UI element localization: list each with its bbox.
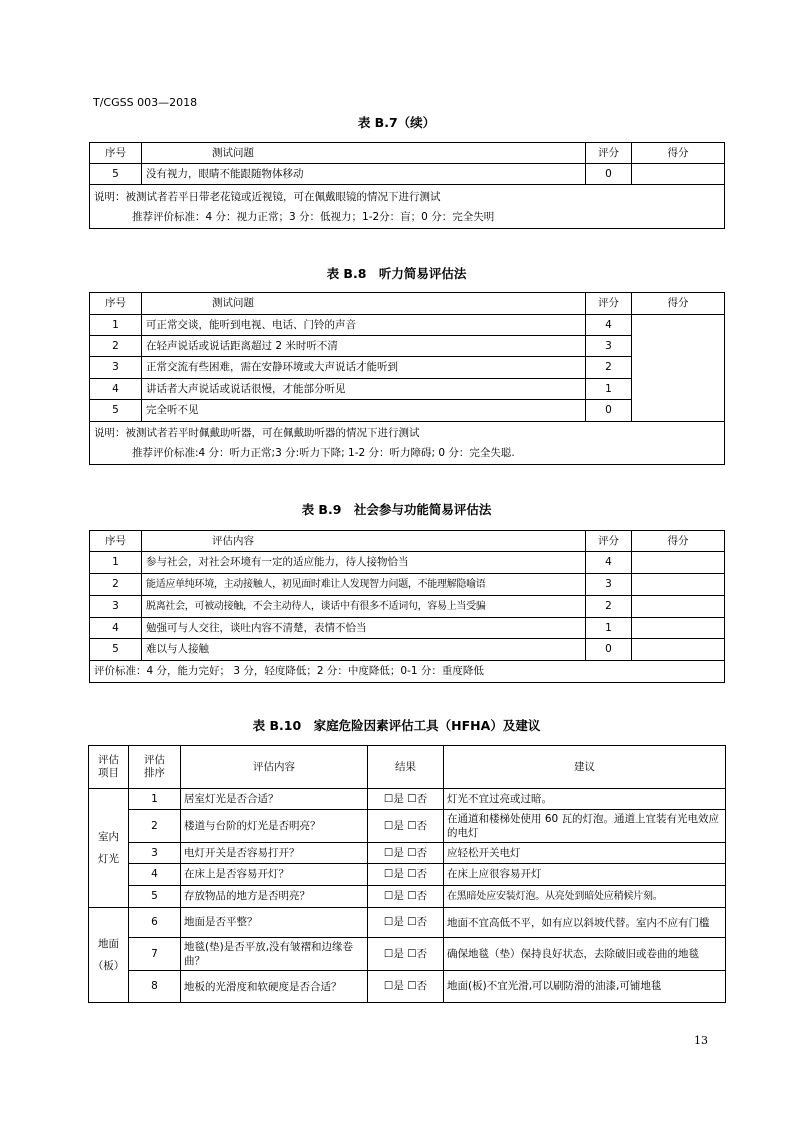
row-no: 5: [90, 164, 142, 185]
row-content: 居室灯光是否合适？: [181, 789, 368, 810]
table-row: [90, 574, 725, 596]
col-header-no: 序号: [90, 531, 142, 552]
row-rating: 3: [586, 336, 632, 357]
table-row: [89, 886, 726, 908]
table-note-line2: 推荐评价标准:4 分：听力正常;3 分:听力下降; 1-2 分：听力障碍; 0 分：完全失聪.: [132, 447, 515, 459]
row-rating: 0: [586, 400, 632, 422]
table-row: [89, 864, 726, 886]
table-row: [90, 400, 725, 422]
row-text: 参与社会，对社会环境有一定的适应能力，待人接物恰当: [142, 552, 586, 574]
table-row: [89, 908, 726, 938]
row-rating: 0: [586, 639, 632, 661]
col-header-rating: 评分: [586, 531, 632, 552]
row-content: 存放物品的地方是否明亮？: [181, 886, 368, 908]
row-advice: 在黑暗处应安装灯泡。从亮处到暗处应稍候片刻。: [444, 886, 726, 908]
col-header-question: 测试问题: [142, 293, 586, 315]
col-header-score: 得分: [632, 293, 725, 315]
row-text: 没有视力，眼睛不能跟随物体移动: [142, 164, 586, 185]
row-no: 1: [90, 552, 142, 574]
table-row: [90, 164, 725, 185]
table-note-row: [90, 185, 725, 229]
table-row: [90, 379, 725, 400]
table-row: [90, 639, 725, 661]
col-header-advice: 建议: [444, 746, 726, 789]
table-note-line1: 说明：被测试者若平时佩戴助听器，可在佩戴助听器的情况下进行测试: [94, 427, 420, 439]
table-note-line2: 推荐评价标准：4 分：视力正常；3 分：低视力；1-2分：盲；0 分：完全失明: [132, 210, 495, 223]
row-no: 4: [90, 379, 142, 400]
row-text: 讲话者大声说话或说话很慢，才能部分听见: [142, 379, 586, 400]
row-result-checkboxes[interactable]: ☐是 ☐否: [368, 938, 444, 971]
row-no: 2: [129, 810, 181, 843]
col-header-item-line1: 评估: [98, 754, 119, 767]
col-header-content: 评估内容: [142, 531, 586, 552]
table-row: [90, 552, 725, 574]
row-content: 地毯(垫)是否平放,没有皱褶和边缘卷曲？: [181, 938, 368, 971]
row-rating: 2: [586, 596, 632, 618]
group-name-line1: 地面: [98, 938, 119, 950]
table-note: 评价标准：4 分，能力完好； 3 分，轻度降低；2 分：中度降低；0-1 分：重度降低: [90, 661, 725, 683]
table-b7-caption: 表 B.7（续）: [357, 115, 436, 130]
table-row: [89, 810, 726, 843]
row-result-checkboxes[interactable]: ☐是 ☐否: [368, 843, 444, 864]
table-row: [89, 789, 726, 810]
col-header-score: 得分: [632, 143, 725, 164]
row-content: 楼道与台阶的灯光是否明亮？: [181, 810, 368, 843]
col-header-item-line2: 项目: [98, 767, 119, 779]
col-header-content: 评估内容: [181, 746, 368, 789]
row-no: 8: [129, 971, 181, 1003]
row-no: 3: [129, 843, 181, 864]
col-header-score: 得分: [632, 531, 725, 552]
row-result-checkboxes[interactable]: ☐是 ☐否: [368, 886, 444, 908]
col-header-order-line1: 评估: [144, 754, 165, 767]
row-advice: 在通道和楼梯处使用 60 瓦的灯泡。通道上宜装有光电效应的电灯: [444, 810, 726, 843]
row-advice: 在床上应很容易开灯: [444, 864, 726, 886]
row-score-cell: [632, 618, 725, 639]
row-no: 4: [129, 864, 181, 886]
table-b8-caption: 表 B.8 听力简易评估法: [326, 266, 467, 281]
table-b10-caption: 表 B.10 家庭危险因素评估工具（HFHA）及建议: [252, 718, 541, 733]
table-b9-caption: 表 B.9 社会参与功能简易评估法: [301, 502, 492, 517]
table-note-row: [90, 661, 725, 683]
table-b9: [89, 530, 725, 683]
row-result-checkboxes[interactable]: ☐是 ☐否: [368, 810, 444, 843]
group-name-line1: 室内: [98, 831, 119, 843]
row-no: 3: [90, 357, 142, 379]
row-no: 5: [90, 400, 142, 422]
row-text: 勉强可与人交往，谈吐内容不清楚，表情不恰当: [142, 618, 586, 639]
row-no: 1: [129, 789, 181, 810]
row-advice: 确保地毯（垫）保持良好状态，去除破旧或卷曲的地毯: [444, 938, 726, 971]
col-header-question: 测试问题: [142, 143, 586, 164]
row-rating: 1: [586, 379, 632, 400]
row-no: 5: [129, 886, 181, 908]
table-row: [89, 843, 726, 864]
row-text: 难以与人接触: [142, 639, 586, 661]
row-result-checkboxes[interactable]: ☐是 ☐否: [368, 908, 444, 938]
row-score-cell: [632, 552, 725, 574]
table-header-row: [90, 293, 725, 315]
table-b7: [89, 142, 725, 229]
col-header-no: 序号: [90, 143, 142, 164]
row-rating: 3: [586, 574, 632, 596]
row-rating: 1: [586, 618, 632, 639]
table-header-row: [90, 143, 725, 164]
group-cell-floor: [89, 908, 129, 1003]
row-score-cell: [632, 639, 725, 661]
row-no: 1: [90, 315, 142, 336]
table-row: [90, 336, 725, 357]
table-row: [90, 357, 725, 379]
row-rating: 4: [586, 315, 632, 336]
row-score-cell: [632, 596, 725, 618]
group-cell-lighting: [89, 789, 129, 908]
row-content: 在床上是否容易开灯？: [181, 864, 368, 886]
row-text: 完全听不见: [142, 400, 586, 422]
row-no: 7: [129, 938, 181, 971]
row-advice: 灯光不宜过亮或过暗。: [444, 789, 726, 810]
table-note-line1: 说明：被测试者若平日带老花镜或近视镜，可在佩戴眼镜的情况下进行测试: [94, 190, 441, 203]
row-text: 能适应单纯环境，主动接触人，初见面时难让人发现智力问题，不能理解隐喻语: [142, 574, 586, 596]
row-advice: 应轻松开关电灯: [444, 843, 726, 864]
col-header-no: 序号: [90, 293, 142, 315]
table-row: [89, 971, 726, 1003]
table-b10: [88, 745, 726, 1003]
row-no: 2: [90, 336, 142, 357]
table-row: [90, 596, 725, 618]
table-row: [90, 315, 725, 336]
col-header-order-line2: 排序: [144, 767, 165, 779]
table-header-row: [89, 746, 726, 789]
row-content: 地面是否平整？: [181, 908, 368, 938]
row-text: 脱离社会，可被动接触，不会主动待人，谈话中有很多不适词句，容易上当受骗: [142, 596, 586, 618]
row-rating: 4: [586, 552, 632, 574]
table-header-row: [90, 531, 725, 552]
col-header-rating: 评分: [586, 293, 632, 315]
row-content: 地板的光滑度和软硬度是否合适？: [181, 971, 368, 1003]
row-rating: 2: [586, 357, 632, 379]
row-score-cell: [632, 574, 725, 596]
row-text: 在轻声说话或说话距离超过 2 米时听不清: [142, 336, 586, 357]
row-no: 6: [129, 908, 181, 938]
group-name-line2: （板）: [92, 960, 125, 972]
row-rating: 0: [586, 164, 632, 185]
row-no: 5: [90, 639, 142, 661]
row-advice: 地面(板)不宜光滑,可以刷防滑的油漆,可铺地毯: [444, 971, 726, 1003]
score-cell: [632, 315, 725, 422]
group-name-line2: 灯光: [98, 853, 119, 865]
page-number: 13: [694, 1034, 708, 1047]
row-text: 正常交流有些困难，需在安静环境或大声说话才能听到: [142, 357, 586, 379]
row-no: 3: [90, 596, 142, 618]
row-text: 可正常交谈，能听到电视、电话、门铃的声音: [142, 315, 586, 336]
row-no: 4: [90, 618, 142, 639]
col-header-rating: 评分: [586, 143, 632, 164]
table-note-row: [90, 422, 725, 465]
document-id: T/CGSS 003—2018: [93, 96, 198, 109]
table-row: [89, 938, 726, 971]
table-b8: [89, 292, 725, 465]
col-header-result: 结果: [368, 746, 444, 789]
row-result-checkboxes[interactable]: ☐是 ☐否: [368, 971, 444, 1003]
row-result-checkboxes[interactable]: ☐是 ☐否: [368, 789, 444, 810]
row-score-cell: [632, 164, 725, 185]
row-result-checkboxes[interactable]: ☐是 ☐否: [368, 864, 444, 886]
row-no: 2: [90, 574, 142, 596]
row-content: 电灯开关是否容易打开？: [181, 843, 368, 864]
row-advice: 地面不宜高低不平，如有应以斜坡代替。室内不应有门槛: [444, 908, 726, 938]
table-row: [90, 618, 725, 639]
